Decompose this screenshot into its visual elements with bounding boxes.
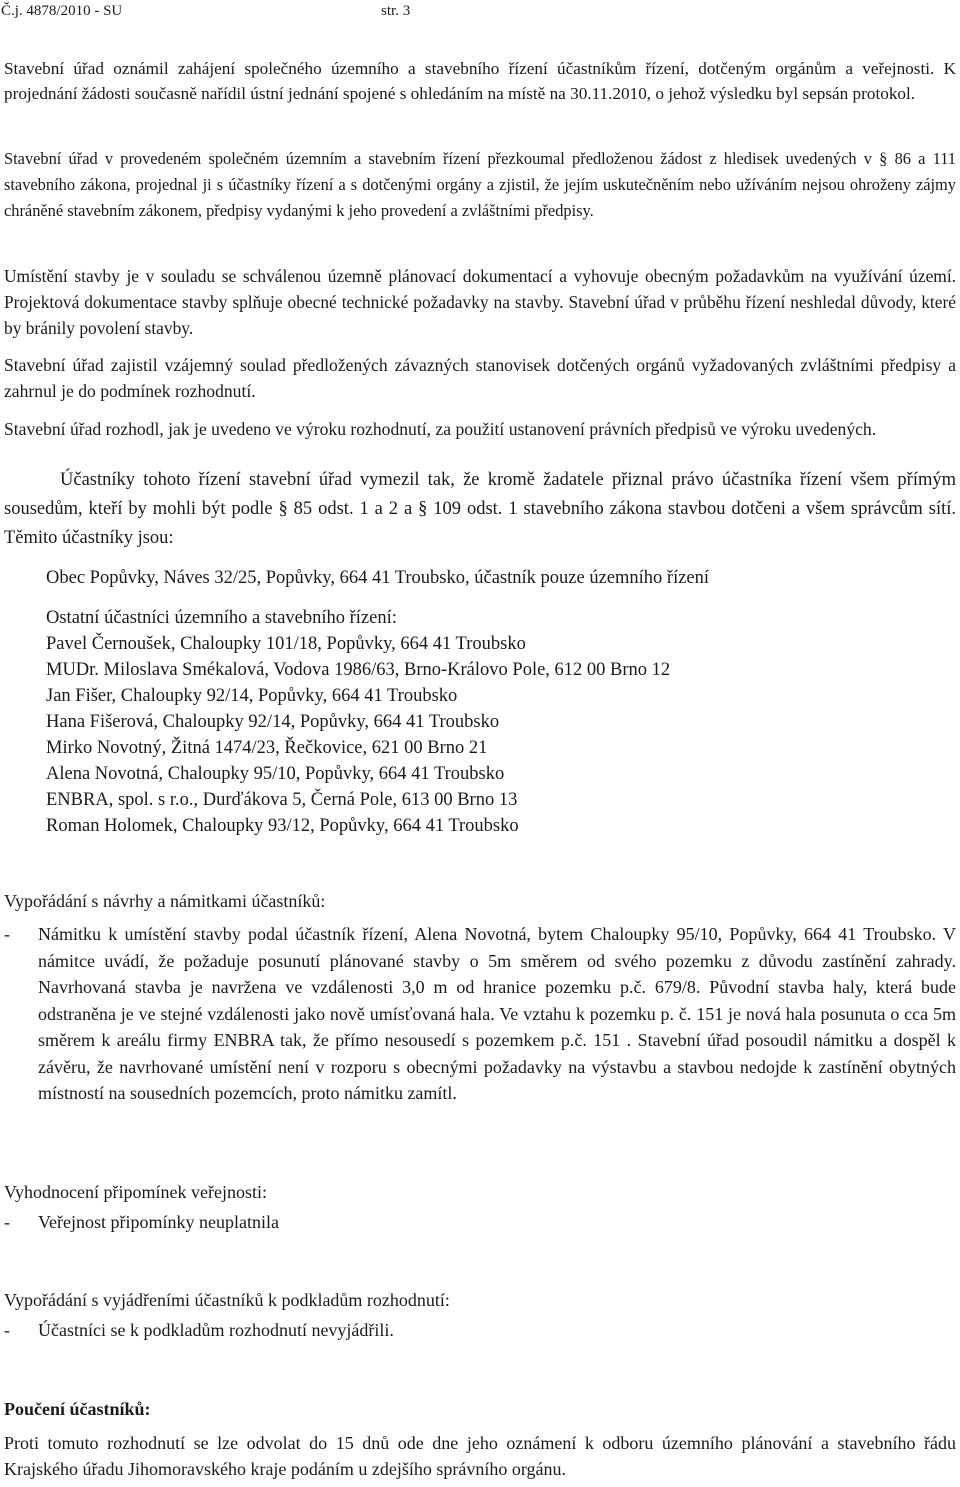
list-item: Hana Fišerová, Chaloupky 92/14, Popůvky, 664 41 Troubsko xyxy=(46,712,500,732)
instruction-heading: Poučení účastníků: xyxy=(4,1399,151,1419)
list-item: Alena Novotná, Chaloupky 95/10, Popůvky, 664 41 Troubsko xyxy=(46,764,505,784)
list-item: Pavel Černoušek, Chaloupky 101/18, Popůvky, 664 41 Troubsko xyxy=(46,634,526,654)
objections-section xyxy=(4,888,956,1107)
list-item: Jan Fišer, Chaloupky 92/14, Popůvky, 664 41 Troubsko xyxy=(46,686,458,706)
list-item: ENBRA, spol. s r.o., Durďákova 5, Černá Pole, 613 00 Brno 13 xyxy=(46,790,518,810)
statements-heading: Vypořádání s vyjádřeními účastníků k podkladům rozhodnutí: xyxy=(4,1290,450,1310)
page-header xyxy=(1,3,410,20)
list-item: Mirko Novotný, Žitná 1474/23, Řečkovice, 621 00 Brno 21 xyxy=(46,738,488,758)
list-item: Roman Holomek, Chaloupky 93/12, Popůvky, 664 41 Troubsko xyxy=(46,816,519,836)
statements-item: - Účastníci se k podkladům rozhodnutí nevyjádřili. xyxy=(4,1320,394,1340)
case-reference: Č.j. 4878/2010 - SU xyxy=(1,3,123,19)
instruction-section xyxy=(4,1396,956,1482)
participants-list xyxy=(46,605,956,839)
primary-participant: Obec Popůvky, Náves 32/25, Popůvky, 664 41 Troubsko, účastník pouze územního řízení xyxy=(46,568,710,588)
objection-item: - Námitku k umístění stavby podal účastník řízení, Alena Novotná, bytem Chaloupky 95/10, Popůvky, 664 41 Troubsko. V námitce uvádí, že požaduje posunutí plánované stavby o 5m směrem od svého pozemku z důvodu zastínění zahrady. Navrhovaná stavba je navržena ve vzdálenosti 3,0 m od hranice pozemku p.č. 679/8. Původní stavba haly, která bude odstraněna je ve stejné vzdálenosti jako nově umísťovaná hala. Ve vztahu k pozemku p. č. 151 je nová hala posunuta o cca 5m směrem k areálu firmy ENBRA tak, že přímo nesousedí s pozemkem p.č. 151 . Stavební úřad posoudil námitku a dospěl k závěru, že navrhované umístění není v rozporu s obecnými požadavky na výstavbu a stavbou nedojde k zastínění obytných místností na sousedních pozemcích, proto námitku zamítl. xyxy=(4,924,956,1103)
instruction-text: Proti tomuto rozhodnutí se lze odvolat do 15 dnů ode dne jeho oznámení k odboru územního plánování a stavebního řádu Krajského úřadu Jihomoravského kraje podáním u zdejšího správního orgánu. xyxy=(4,1433,956,1479)
objections-heading: Vypořádání s návrhy a námitkami účastníků: xyxy=(4,891,326,911)
paragraph-proceedings: Stavební úřad oznámil zahájení společného územního a stavebního řízení účastníkům řízení, dotčeným orgánům a veřejnosti. K projednání žádosti současně nařídil ústní jednání spojené s ohledáním na místě na 30.11.2010, o jehož výsledku byl sepsán protokol. xyxy=(4,59,956,103)
public-comments-item: - Veřejnost připomínky neuplatnila xyxy=(4,1212,279,1232)
public-comments-heading: Vyhodnocení připomínek veřejnosti: xyxy=(4,1182,267,1202)
paragraph-decision: Stavební úřad rozhodl, jak je uvedeno ve výroku rozhodnutí, za použití ustanovení právních předpisů ve výroku uvedených. xyxy=(4,419,877,439)
list-item: MUDr. Miloslava Smékalová, Vodova 1986/63, Brno-Královo Pole, 612 00 Brno 12 xyxy=(46,660,671,680)
page-number: str. 3 xyxy=(381,3,411,19)
participants-heading: Ostatní účastníci územního a stavebního řízení: xyxy=(46,608,397,628)
public-comments-section xyxy=(4,1179,956,1235)
paragraph-participants-intro: Účastníky tohoto řízení stavební úřad vymezil tak, že kromě žadatele přiznal právo účastníka řízení všem přímým sousedům, kteří by mohli být podle § 85 odst. 1 a 2 a § 109 odst. 1 stavebního zákona stavbou dotčeni a všem správcům sítí. Těmito účastníky jsou: xyxy=(4,470,956,548)
paragraph-review: Stavební úřad v provedeném společném územním a stavebním řízení přezkoumal předloženou žádost z hledisek uvedených v § 86 a 111 stavebního zákona, projednal ji s účastníky řízení a s dotčenými orgány a zjistil, že jejím uskutečněním nebo užíváním nejsou ohroženy zájmy chráněné stavebním zákonem, předpisy vydanými k jeho provedení a zvláštními předpisy. xyxy=(4,149,956,220)
statements-section xyxy=(4,1287,956,1343)
paragraph-placement: Umístění stavby je v souladu se schválenou územně plánovací dokumentací a vyhovuje obecným požadavkům na využívání území. Projektová dokumentace stavby splňuje obecné technické požadavky na stavby. Stavební úřad v průběhu řízení neshledal důvody, které by bránily povolení stavby. xyxy=(4,266,956,338)
paragraph-harmony: Stavební úřad zajistil vzájemný soulad předložených závazných stanovisek dotčených orgánů vyžadovaných zvláštními předpisy a zahrnul je do podmínek rozhodnutí. xyxy=(4,355,956,401)
